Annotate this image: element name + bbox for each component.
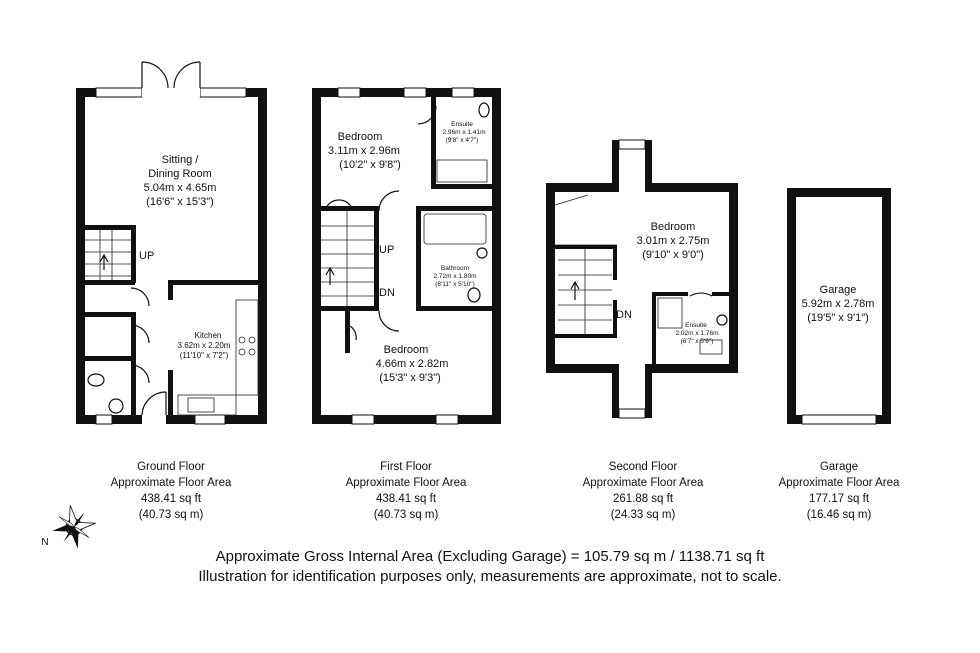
floor-sqft: 261.88 sq ft xyxy=(612,493,674,505)
ensuite-1-label: Ensuite xyxy=(451,121,473,128)
sitting-room-label: Sitting / xyxy=(161,154,199,166)
floor-subtitle: Approximate Floor Area xyxy=(110,477,232,489)
bedroom-1-label: Bedroom xyxy=(337,131,383,143)
first-floor-plan xyxy=(312,88,501,424)
door-swing xyxy=(131,288,149,306)
bath-icon xyxy=(424,214,486,244)
french-door-right xyxy=(174,62,200,88)
bedroom-2-label: Bedroom xyxy=(383,344,429,356)
shower-tray xyxy=(658,298,682,328)
shower-tray xyxy=(437,160,487,182)
eaves-line xyxy=(555,195,617,245)
front-door xyxy=(142,392,166,415)
stairs xyxy=(85,230,131,283)
stairs xyxy=(558,249,612,334)
sitting-room-size-imperial: (16'6" x 15'3") xyxy=(146,196,214,208)
wc-icon xyxy=(88,374,104,386)
window xyxy=(96,415,112,424)
floor-sqft: 438.41 sq ft xyxy=(375,493,437,505)
compass-north-label: N xyxy=(41,537,49,548)
bathroom-label: Bathroom xyxy=(440,265,470,272)
floor-sqm: (40.73 sq m) xyxy=(373,509,439,521)
stair-down-label: DN xyxy=(379,287,395,299)
floor-name: Ground Floor xyxy=(137,461,205,473)
ground-floor-area xyxy=(61,459,281,523)
window xyxy=(96,88,142,97)
second-floor-plan xyxy=(546,140,738,418)
bedroom-2-size-imperial: (15'3" x 9'3") xyxy=(379,372,441,384)
floor-sqm: (16.46 sq m) xyxy=(806,509,872,521)
stair-arrow xyxy=(571,282,579,300)
sitting-room-size: 5.04m x 4.65m xyxy=(143,182,217,194)
worktop xyxy=(236,300,258,395)
stair-arrow xyxy=(100,255,108,270)
stairs xyxy=(321,211,374,306)
window xyxy=(200,88,246,97)
bedroom-3-label: Bedroom xyxy=(650,221,696,233)
basin-icon xyxy=(477,248,487,258)
garage-door xyxy=(802,415,876,424)
door-swing xyxy=(690,293,712,296)
window xyxy=(195,415,225,424)
disclaimer-note: Illustration for identification purposes only, measurements are approximate, not to scale. xyxy=(198,568,782,585)
ground-floor-plan xyxy=(76,62,267,424)
floor-sqm: (40.73 sq m) xyxy=(138,509,204,521)
window xyxy=(619,140,645,149)
stair-down-label: DN xyxy=(616,309,632,321)
door-swing xyxy=(379,191,399,211)
stair-up-label: UP xyxy=(139,250,155,262)
floor-name: First Floor xyxy=(380,461,432,473)
basin-icon xyxy=(717,315,727,325)
garage-size-imperial: (19'5" x 9'1") xyxy=(807,312,869,324)
gross-area-note: Approximate Gross Internal Area (Excluding Garage) = 105.79 sq m / 1138.71 sq ft xyxy=(215,548,765,565)
ensuite-2-label: Ensuite xyxy=(685,322,707,329)
floor-subtitle: Approximate Floor Area xyxy=(345,477,467,489)
stair-up-label: UP xyxy=(379,244,395,256)
second-floor-area xyxy=(533,459,753,523)
door-swing xyxy=(379,311,399,331)
wc-icon xyxy=(468,288,480,302)
ensuite-1-size-imperial: (9'8" x 4'7") xyxy=(445,137,479,144)
floor-sqft: 438.41 sq ft xyxy=(140,493,202,505)
basin-icon xyxy=(109,399,123,413)
floor-name: Second Floor xyxy=(608,461,678,473)
ensuite-2-size: 2.02m x 1.76m xyxy=(675,330,719,337)
door-swing xyxy=(350,326,356,340)
floor-subtitle: Approximate Floor Area xyxy=(582,477,704,489)
sink-icon xyxy=(188,398,214,412)
window xyxy=(436,415,458,424)
garage-plan xyxy=(787,188,891,424)
window xyxy=(352,415,374,424)
bedroom-1-size: 3.11m x 2.96m xyxy=(328,145,400,157)
bedroom-3-size-imperial: (9'10" x 9'0") xyxy=(642,249,704,261)
bathroom-size: 2.72m x 1.80m xyxy=(433,273,477,280)
floor-subtitle: Approximate Floor Area xyxy=(778,477,900,489)
window xyxy=(619,409,645,418)
kitchen-size-imperial: (11'10" x 7'2") xyxy=(179,351,229,360)
wc-icon xyxy=(479,103,489,117)
ensuite-1-size: 2.96m x 1.41m xyxy=(442,129,486,136)
bathroom-size-imperial: (8'11" x 5'10") xyxy=(435,281,475,288)
floor-sqm: (24.33 sq m) xyxy=(610,509,676,521)
garage-label: Garage xyxy=(819,284,857,296)
garage-size: 5.92m x 2.78m xyxy=(801,298,875,310)
floor-name: Garage xyxy=(819,461,859,473)
window xyxy=(338,88,360,97)
ensuite-2-size-imperial: (6'7" x 5'9") xyxy=(680,338,714,345)
sitting-room-label: Dining Room xyxy=(148,168,212,180)
french-door-left xyxy=(142,62,168,88)
window xyxy=(404,88,426,97)
window xyxy=(452,88,474,97)
bedroom-2-size: 4.66m x 2.82m xyxy=(375,358,449,370)
stair-arrow xyxy=(326,268,334,285)
bedroom-1-size-imperial: (10'2" x 9'8") xyxy=(339,159,401,171)
garage-area xyxy=(729,459,949,523)
floor-sqft: 177.17 sq ft xyxy=(808,493,870,505)
kitchen-label: Kitchen xyxy=(194,331,222,340)
bedroom-3-size: 3.01m x 2.75m xyxy=(636,235,710,247)
kitchen-size: 3.62m x 2.20m xyxy=(177,341,231,350)
first-floor-area xyxy=(296,459,516,523)
